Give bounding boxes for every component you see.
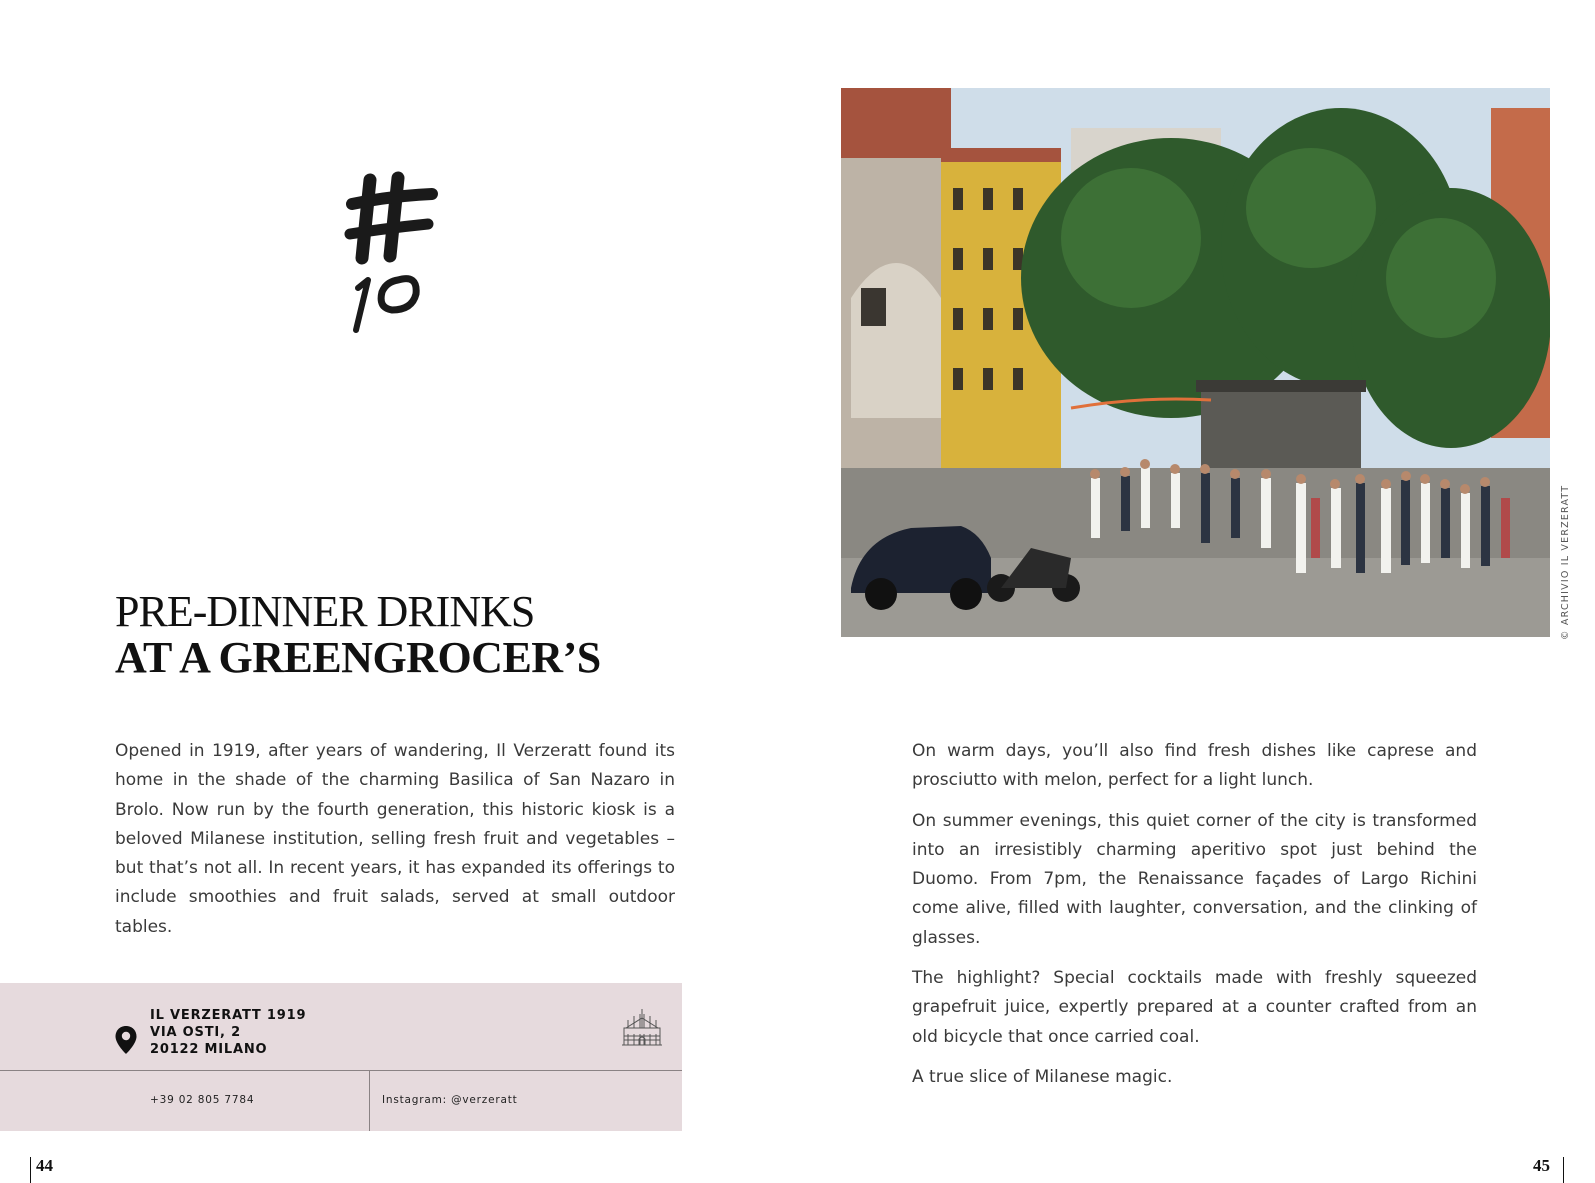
venue-street: VIA OSTI, 2 (150, 1025, 241, 1040)
venue-city: 20122 MILANO (150, 1042, 268, 1057)
page-marker-right (1563, 1157, 1564, 1183)
chapter-number-brush (340, 170, 450, 345)
duomo-cathedral-icon (620, 1006, 664, 1046)
info-divider-vertical (369, 1070, 370, 1131)
info-divider (0, 1070, 682, 1071)
kiosk-crowd-photo (841, 88, 1550, 637)
left-paragraph: Opened in 1919, after years of wandering, Il Verzeratt found its home in the shade of the charming Basilica of San Nazaro in Brolo. Now run by the fourth generation, this historic kiosk is a beloved Milanese institution, selling fresh fruit and vegetables – but that’s not all. In recent years, it has expanded its offerings to include smoothies and fruit salads, served at small outdoor tables. (115, 741, 675, 937)
map-pin-icon (114, 1025, 138, 1055)
right-paragraph-2: On summer evenings, this quiet corner of the city is transformed into an irresistibly charming aperitivo spot just behind the Duomo. From 7pm, the Renaissance façades of Largo Richini come alive, filled with laughter, conversation, and the clinking of glasses. (912, 810, 1477, 948)
title-line-2: AT A GREENGROCER’S (115, 633, 601, 682)
right-paragraph-4: A true slice of Milanese magic. (912, 1066, 1173, 1087)
photo-credit: © ARCHIVIO IL VERZERATT (1560, 484, 1571, 640)
right-column (912, 737, 1477, 1103)
page-marker-left (30, 1157, 31, 1183)
venue-name: IL VERZERATT 1919 (150, 1008, 307, 1023)
info-box (0, 983, 682, 1131)
phone-number[interactable]: +39 02 805 7784 (150, 1094, 255, 1106)
page-number-left: 44 (36, 1156, 53, 1175)
left-column (115, 737, 675, 942)
title-line-1: PRE-DINNER DRINKS (115, 587, 535, 636)
page-number-right: 45 (1533, 1156, 1550, 1175)
instagram-handle[interactable]: Instagram: @verzeratt (382, 1094, 518, 1106)
right-paragraph-1: On warm days, you’ll also find fresh dishes like caprese and prosciutto with melon, perfect for a light lunch. (912, 741, 1477, 791)
right-paragraph-3: The highlight? Special cocktails made with freshly squeezed grapefruit juice, expertly prepared at a counter crafted from an old bicycle that once carried coal. (912, 968, 1477, 1047)
